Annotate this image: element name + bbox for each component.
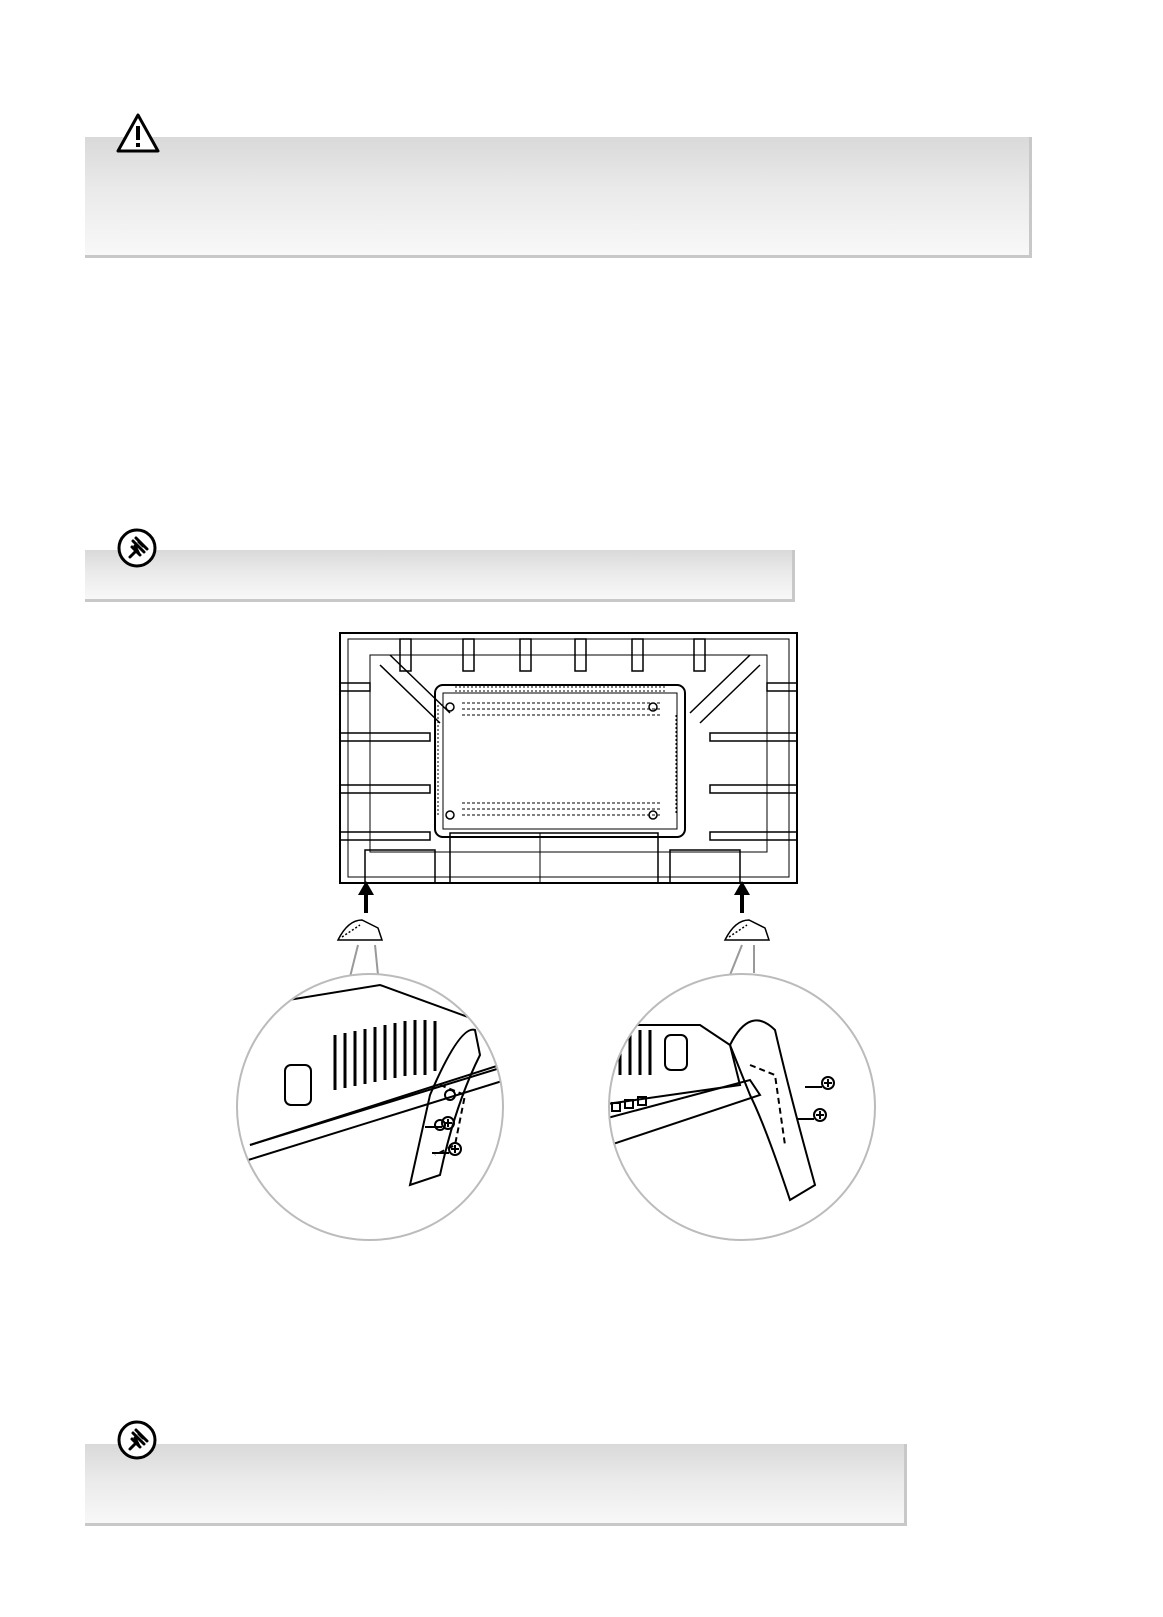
detail-circle-left [237, 974, 515, 1240]
pushpin-icon [116, 527, 158, 569]
tv-stand-installation-illustration [230, 625, 910, 1275]
stand-foot-right [725, 920, 769, 940]
pushpin-icon [116, 1419, 158, 1461]
tv-back-panel [340, 633, 797, 883]
note-box-2 [85, 1444, 907, 1526]
stand-foot-left [338, 920, 382, 940]
note-box-1 [85, 550, 795, 602]
detail-circle-right [600, 974, 875, 1240]
up-arrow-left [358, 881, 374, 913]
up-arrow-right [734, 881, 750, 913]
warning-icon [115, 112, 161, 154]
caution-box [85, 137, 1032, 258]
